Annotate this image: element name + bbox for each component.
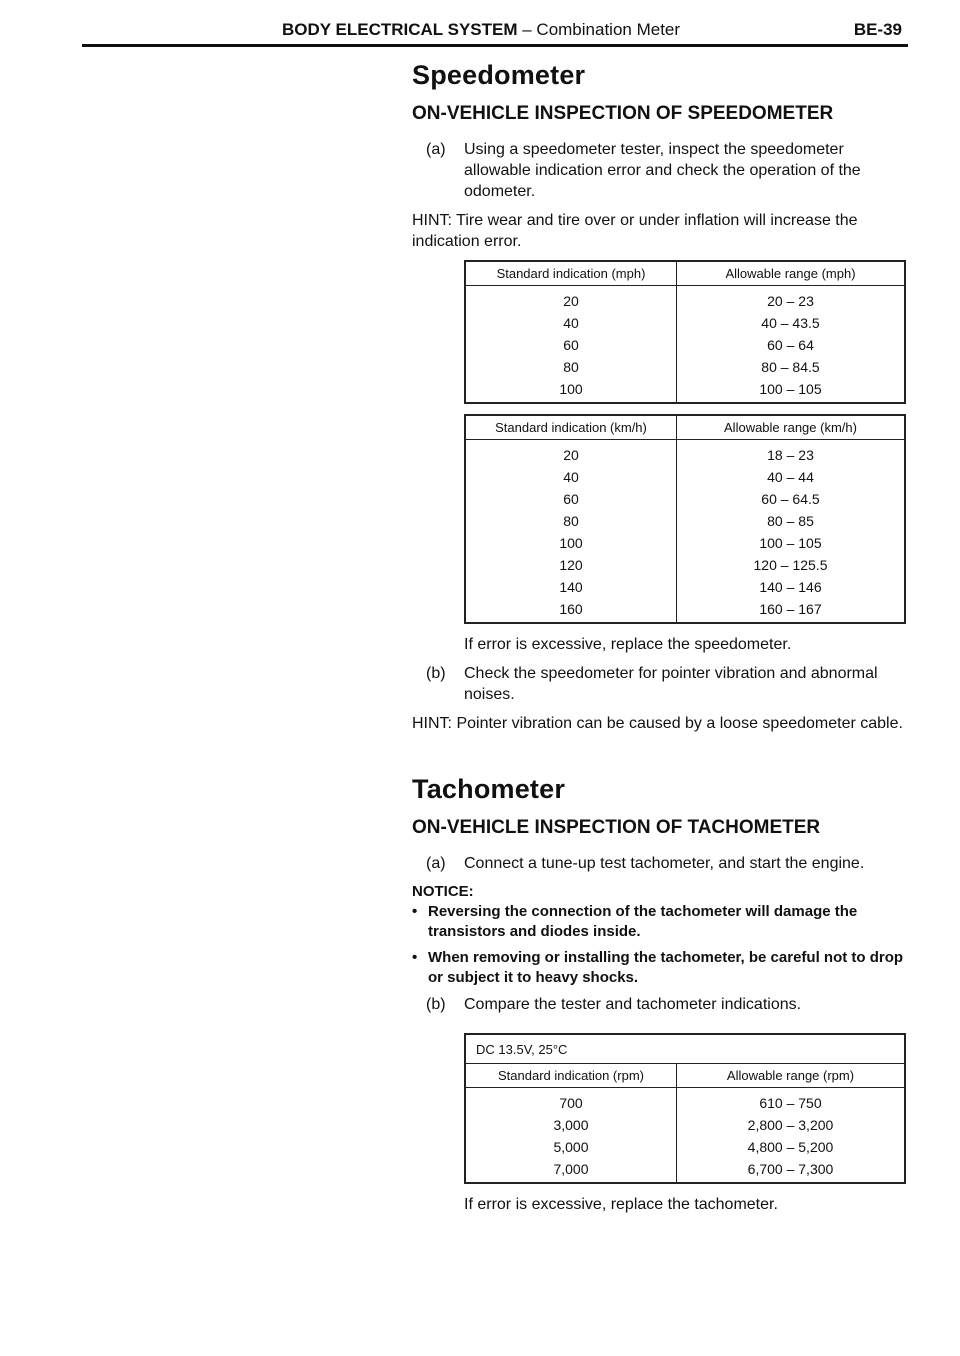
table-cell: 140 – 146	[759, 579, 822, 595]
standard-column	[465, 440, 677, 624]
notice-bullet	[412, 948, 908, 988]
page-number: BE-39	[853, 20, 902, 39]
table-cell: 60 – 64	[767, 337, 814, 353]
table-cell: 18 – 23	[767, 447, 814, 463]
tachometer-error-text: If error is excessive, replace the tachometer.	[464, 1196, 778, 1213]
bullet-icon: •	[412, 949, 418, 966]
table-cell: 610 – 750	[759, 1095, 822, 1111]
table-cell: 160 – 167	[759, 601, 822, 617]
step-label: (a)	[426, 855, 446, 872]
table-cell: 80 – 84.5	[761, 359, 820, 375]
standard-column	[465, 1088, 677, 1184]
tachometer-title: Tachometer	[412, 774, 566, 804]
page-header	[82, 20, 908, 47]
standard-column	[465, 286, 677, 404]
value-list	[677, 444, 904, 620]
table-cell: 100	[559, 381, 583, 397]
table-cell: 5,000	[553, 1139, 589, 1155]
table-cell: 20	[563, 293, 579, 309]
table-cell: 7,000	[553, 1161, 589, 1177]
value-list	[677, 290, 904, 400]
value-list	[466, 444, 676, 620]
table-cell: 100	[559, 535, 583, 551]
table-cell: 40 – 44	[767, 469, 814, 485]
table-cell: 100 – 105	[759, 381, 822, 397]
speedometer-step-b	[412, 663, 908, 705]
bullet-icon: •	[412, 903, 418, 920]
table-cell: 2,800 – 3,200	[747, 1117, 834, 1133]
table-cell: 40	[563, 469, 579, 485]
notice-label: NOTICE:	[412, 883, 474, 900]
table-header: Allowable range (km/h)	[677, 415, 906, 440]
speedometer-hint-2: HINT: Pointer vibration can be caused by a loose speedometer cable.	[412, 715, 903, 732]
step-text: Compare the tester and tachometer indications.	[464, 996, 802, 1013]
step-label: (b)	[426, 996, 446, 1013]
tachometer-table	[464, 1033, 906, 1184]
table-cell: 80 – 85	[767, 513, 814, 529]
value-list	[466, 290, 676, 400]
table-caption: DC 13.5V, 25°C	[465, 1034, 905, 1064]
step-text: Using a speedometer tester, inspect the speedometer allowable indication error and check the operation of the odometer.	[464, 141, 861, 200]
section-title-sub: – Combination Meter	[517, 20, 681, 39]
table-cell: 700	[559, 1095, 583, 1111]
table-cell: 120 – 125.5	[753, 557, 828, 573]
value-list	[466, 1092, 676, 1180]
table-cell: 100 – 105	[759, 535, 822, 551]
notice-bullet	[412, 902, 908, 942]
allowable-column	[677, 440, 906, 624]
speedometer-title: Speedometer	[412, 60, 586, 90]
table-cell: 140	[559, 579, 583, 595]
table-cell: 6,700 – 7,300	[747, 1161, 834, 1177]
table-cell: 80	[563, 359, 579, 375]
step-label: (a)	[426, 141, 446, 158]
allowable-column	[677, 1088, 906, 1184]
table-header: Standard indication (km/h)	[465, 415, 677, 440]
speedometer-error-text: If error is excessive, replace the speedometer.	[464, 636, 792, 653]
bullet-text: When removing or installing the tachometer, be careful not to drop or subject it to heavy shocks.	[428, 949, 904, 986]
table-cell: 60 – 64.5	[761, 491, 820, 507]
table-cell: 3,000	[553, 1117, 589, 1133]
table-header: Allowable range (rpm)	[677, 1064, 906, 1088]
tachometer-subtitle: ON-VEHICLE INSPECTION OF TACHOMETER	[412, 817, 821, 838]
value-list	[677, 1092, 904, 1180]
bullet-text: Reversing the connection of the tachometer will damage the transistors and diodes inside.	[428, 903, 858, 940]
table-cell: 4,800 – 5,200	[747, 1139, 834, 1155]
speedometer-hint-1: HINT: Tire wear and tire over or under inflation will increase the indication error.	[412, 212, 858, 250]
table-cell: 20	[563, 447, 579, 463]
step-text: Check the speedometer for pointer vibration and abnormal noises.	[464, 665, 878, 703]
table-cell: 120	[559, 557, 583, 573]
table-cell: 60	[563, 337, 579, 353]
speedometer-subtitle: ON-VEHICLE INSPECTION OF SPEEDOMETER	[412, 103, 834, 124]
table-cell: 60	[563, 491, 579, 507]
allowable-column	[677, 286, 906, 404]
table-header: Standard indication (mph)	[465, 261, 677, 286]
table-header: Standard indication (rpm)	[465, 1064, 677, 1088]
table-cell: 20 – 23	[767, 293, 814, 309]
table-header: Allowable range (mph)	[677, 261, 906, 286]
tachometer-step-b	[412, 994, 908, 1015]
speedometer-table-mph	[464, 260, 906, 404]
page-content	[412, 60, 908, 1223]
step-text: Connect a tune-up test tachometer, and start the engine.	[464, 855, 865, 872]
speedometer-table-kmh	[464, 414, 906, 624]
table-cell: 40 – 43.5	[761, 315, 820, 331]
section-title-bold: BODY ELECTRICAL SYSTEM	[282, 20, 518, 39]
table-cell: 80	[563, 513, 579, 529]
table-cell: 40	[563, 315, 579, 331]
speedometer-step-a	[412, 139, 908, 202]
tachometer-step-a	[412, 853, 908, 874]
section-title	[282, 20, 680, 40]
step-label: (b)	[426, 665, 446, 682]
table-cell: 160	[559, 601, 583, 617]
